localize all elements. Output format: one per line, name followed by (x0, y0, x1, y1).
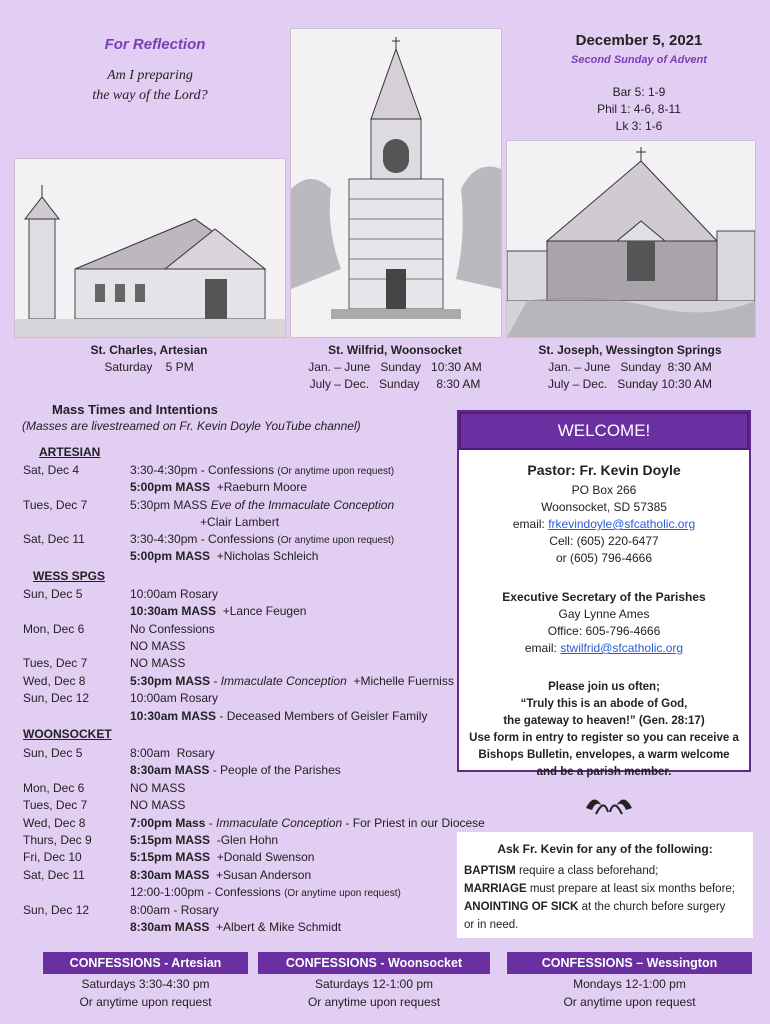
schedule-day: Sat, Dec 4 (23, 463, 80, 477)
ask-box (457, 832, 753, 938)
schedule-detail: 5:30pm MASS - Immaculate Conception +Michelle Fuerniss (130, 674, 454, 688)
secretary-email-link[interactable]: stwilfrid@sfcatholic.org (560, 641, 684, 655)
secretary-name: Gay Lynne Ames (558, 607, 650, 621)
date-title: December 5, 2021 (575, 32, 703, 49)
ask-item-marriage: MARRIAGE must prepare at least six months before; (464, 883, 736, 895)
schedule-day: Tues, Dec 7 (23, 798, 88, 812)
section-artesian: ARTESIAN (39, 445, 101, 459)
schedule-row (23, 832, 483, 849)
schedule-row (23, 902, 483, 919)
secretary-email: email: stwilfrid@sfcatholic.org (524, 641, 684, 655)
schedule-detail: 3:30-4:30pm - Confessions (Or anytime upon request) (130, 463, 395, 477)
schedule-detail: NO MASS (130, 639, 186, 653)
welcome-title: WELCOME! (459, 412, 749, 450)
schedule-row (23, 655, 483, 672)
schedule-day: Tues, Dec 7 (23, 498, 88, 512)
ask-title: Ask Fr. Kevin for any of the following: (497, 842, 713, 856)
church-schedule: Saturday 5 PM (104, 360, 194, 374)
confessions-wessington-title: CONFESSIONS – Wessington (507, 952, 752, 974)
schedule-row (23, 690, 483, 707)
confessions-wessington: Mondays 12-1:00 pm Or anytime upon request (563, 977, 696, 1009)
schedule-detail: 10:30am MASS +Lance Feugen (130, 604, 307, 618)
church-name: St. Wilfrid, Woonsocket (328, 343, 462, 357)
po-box: PO Box 266 (571, 483, 637, 497)
reflection-line2: the way of the Lord? (92, 88, 208, 103)
schedule-row (23, 548, 483, 565)
schedule-row (23, 673, 483, 690)
confessions-woonsocket-title: CONFESSIONS - Woonsocket (258, 952, 490, 974)
church-schedule: July – Dec. Sunday 10:30 AM (547, 377, 713, 391)
schedule-detail: No Confessions (130, 622, 215, 636)
ask-item-baptism: BAPTISM require a class beforehand; (464, 865, 659, 877)
reading-2: Phil 1: 4-6, 8-11 (597, 102, 681, 116)
schedule-row (23, 531, 483, 548)
schedule-detail: 3:30-4:30pm - Confessions (Or anytime upon request) (130, 532, 395, 546)
schedule-day: Sat, Dec 11 (23, 532, 85, 546)
schedule-detail: 8:30am MASS +Susan Anderson (130, 868, 312, 882)
schedule-day: Tues, Dec 7 (23, 656, 88, 670)
church-schedule: July – Dec. Sunday 8:30 AM (309, 377, 481, 391)
schedule-row (23, 797, 483, 814)
secretary-title: Executive Secretary of the Parishes (502, 590, 706, 604)
reading-3: Lk 3: 1-6 (615, 119, 663, 133)
schedule-day: Wed, Dec 8 (23, 816, 86, 830)
schedule-detail: 5:30pm MASS Eve of the Immaculate Conception (130, 498, 395, 512)
join-message: Please join us often; “Truly this is an abode of God, the gateway to heaven!” (Gen. 28:17) Use form in entry to register so you can receive a Bishops Bulletin, envelopes, a warm welcome and be a parish member. (469, 681, 739, 778)
section-woonsocket: WOONSOCKET (23, 727, 112, 741)
schedule-row (23, 815, 483, 832)
reflection-title: For Reflection (104, 36, 206, 53)
pastor-name: Pastor: Fr. Kevin Doyle (527, 462, 681, 478)
reading-1: Bar 5: 1-9 (612, 85, 666, 99)
schedule-day: Mon, Dec 6 (23, 622, 85, 636)
schedule-row (23, 708, 483, 725)
welcome-box (457, 410, 751, 778)
secretary-office: Office: 605-796-4666 (547, 624, 661, 638)
schedule-row (23, 514, 483, 531)
schedule-row (23, 638, 483, 655)
ask-item-need: or in need. (464, 919, 519, 931)
schedule-detail: 8:30am MASS - People of the Parishes (130, 763, 341, 777)
schedule-row (23, 621, 483, 638)
schedule-day: Sun, Dec 5 (23, 746, 83, 760)
schedule-row (23, 745, 483, 762)
schedule-row (23, 479, 483, 496)
date-subtitle: Second Sunday of Advent (571, 54, 707, 66)
schedule-detail: NO MASS (130, 798, 186, 812)
confessions-artesian: Saturdays 3:30-4:30 pm Or anytime upon request (79, 977, 212, 1009)
schedule-row (23, 867, 483, 884)
schedule-detail: NO MASS (130, 781, 186, 795)
mass-schedule (23, 0, 483, 1024)
schedule-detail: 10:30am MASS - Deceased Members of Geisler Family (130, 709, 428, 723)
schedule-detail: 8:00am - Rosary (130, 903, 219, 917)
confessions-woonsocket: Saturdays 12-1:00 pm Or anytime upon request (307, 977, 441, 1009)
city: Woonsocket, SD 57385 (541, 500, 667, 514)
church-label-st-joseph (506, 342, 754, 393)
schedule-day: Thurs, Dec 9 (23, 833, 92, 847)
ask-list (464, 862, 753, 934)
reflection-line1: Am I preparing (107, 68, 193, 83)
schedule-row (23, 849, 483, 866)
schedule-detail: 12:00-1:00pm - Confessions (Or anytime upon request) (130, 885, 401, 899)
schedule-detail: 5:00pm MASS +Nicholas Schleich (130, 549, 319, 563)
schedule-day: Sun, Dec 12 (23, 903, 90, 917)
church-name: St. Joseph, Wessington Springs (538, 343, 722, 357)
pastor-email: email: frkevindoyle@sfcatholic.org (512, 517, 696, 531)
section-wess-spgs: WESS SPGS (33, 569, 106, 583)
schedule-day: Sat, Dec 11 (23, 868, 85, 882)
schedule-row (23, 884, 483, 901)
schedule-day: Sun, Dec 5 (23, 587, 83, 601)
schedule-detail: NO MASS (130, 656, 186, 670)
schedule-row (23, 780, 483, 797)
schedule-row (23, 586, 483, 603)
schedule-row (23, 762, 483, 779)
schedule-row (23, 603, 483, 620)
church-name: St. Charles, Artesian (90, 343, 208, 357)
ask-item-anointing: ANOINTING OF SICK at the church before surgery (464, 901, 726, 913)
pastor-cell: Cell: (605) 220-6477 (549, 534, 659, 548)
schedule-detail: 10:00am Rosary (130, 587, 219, 601)
mass-subtitle: (Masses are livestreamed on Fr. Kevin Doyle YouTube channel) (22, 419, 361, 433)
schedule-day: Sun, Dec 12 (23, 691, 90, 705)
schedule-detail: 8:00am Rosary (130, 746, 215, 760)
schedule-detail: 8:30am MASS +Albert & Mike Schmidt (130, 920, 342, 934)
schedule-row (23, 462, 483, 479)
schedule-detail: 10:00am Rosary (130, 691, 219, 705)
schedule-detail: +Clair Lambert (130, 515, 280, 529)
church-schedule: Jan. – June Sunday 8:30 AM (548, 360, 712, 374)
pastor-email-link[interactable]: frkevindoyle@sfcatholic.org (548, 517, 696, 531)
mass-title: Mass Times and Intentions (52, 402, 218, 417)
schedule-detail: 5:15pm MASS +Donald Swenson (130, 850, 315, 864)
church-schedule: Jan. – June Sunday 10:30 AM (308, 360, 482, 374)
st-joseph-sketch (506, 140, 756, 338)
readings (508, 84, 770, 135)
schedule-row (23, 919, 483, 936)
schedule-detail: 5:15pm MASS -Glen Hohn (130, 833, 279, 847)
confessions-artesian-title: CONFESSIONS - Artesian (43, 952, 248, 974)
schedule-day: Wed, Dec 8 (23, 674, 86, 688)
schedule-row (23, 497, 483, 514)
schedule-day: Mon, Dec 6 (23, 781, 85, 795)
schedule-day: Fri, Dec 10 (23, 850, 82, 864)
pastor-alt-phone: or (605) 796-4666 (555, 551, 653, 565)
schedule-detail: 5:00pm MASS +Raeburn Moore (130, 480, 308, 494)
schedule-detail: 7:00pm Mass - Immaculate Conception - For Priest in our Diocese (130, 816, 485, 830)
ornament-icon (582, 788, 636, 818)
